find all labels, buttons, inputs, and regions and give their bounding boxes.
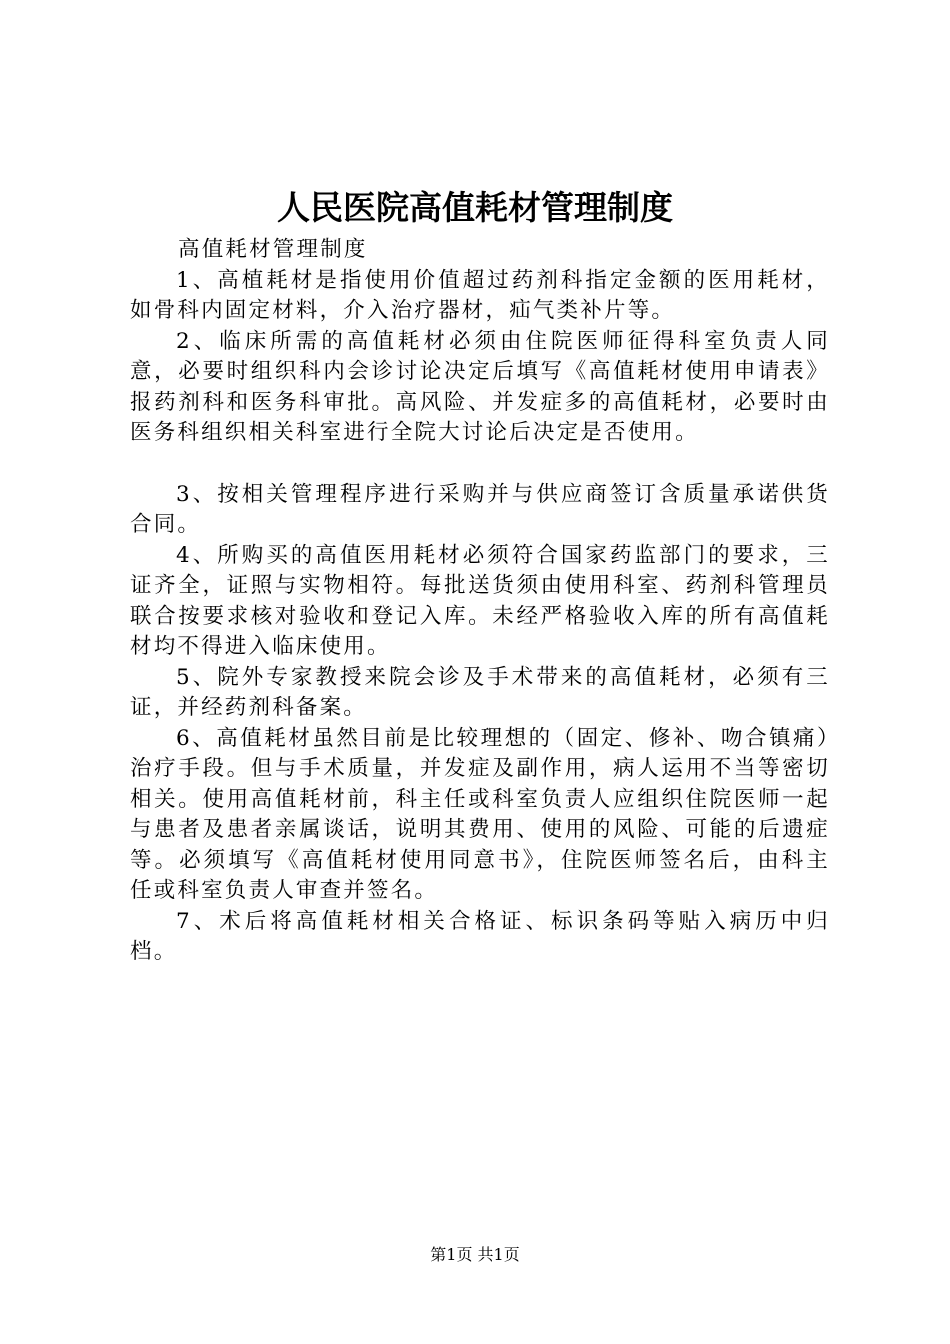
paragraph-spacer	[130, 449, 830, 480]
paragraph-7: 7、术后将高值耗材相关合格证、标识条码等贴入病历中归档。	[130, 908, 830, 964]
document-subtitle: 高值耗材管理制度	[178, 237, 368, 262]
paragraph-5: 5、院外专家教授来院会诊及手术带来的高值耗材，必须有三证，并经药剂科备案。	[130, 664, 830, 720]
paragraph-1: 1、高植耗材是指使用价值超过药剂科指定金额的医用耗材，如骨科内固定材料，介入治疗器材，疝气类补片等。	[130, 267, 830, 323]
paragraph-6: 6、高值耗材虽然目前是比较理想的（固定、修补、吻合镇痛）治疗手段。但与手术质量，并发症及副作用，病人运用不当等密切相关。使用高值耗材前，科主任或科室负责人应组织住院医师一起与患者及患者亲属谈话，说明其费用、使用的风险、可能的后遗症等。必须填写《高值耗材使用同意书》，住院医师签名后，由科主任或科室负责人审查并签名。	[130, 725, 830, 903]
document-title: 人民医院高值耗材管理制度	[277, 188, 673, 227]
page-number-footer: 第1页 共1页	[430, 1245, 520, 1264]
paragraph-3: 3、按相关管理程序进行采购并与供应商签订含质量承诺供货合同。	[130, 481, 830, 537]
paragraph-2: 2、临床所需的高值耗材必须由住院医师征得科室负责人同意，必要时组织科内会诊讨论决定后填写《高值耗材使用申请表》报药剂科和医务科审批。高风险、并发症多的高值耗材，必要时由医务科组织相关科室进行全院大讨论后决定是否使用。	[130, 328, 830, 445]
paragraph-4: 4、所购买的高值医用耗材必须符合国家药监部门的要求，三证齐全，证照与实物相符。每批送货须由使用科室、药剂科管理员联合按要求核对验收和登记入库。未经严格验收入库的所有高值耗材均不得进入临床使用。	[130, 542, 830, 659]
document-body	[130, 235, 830, 968]
